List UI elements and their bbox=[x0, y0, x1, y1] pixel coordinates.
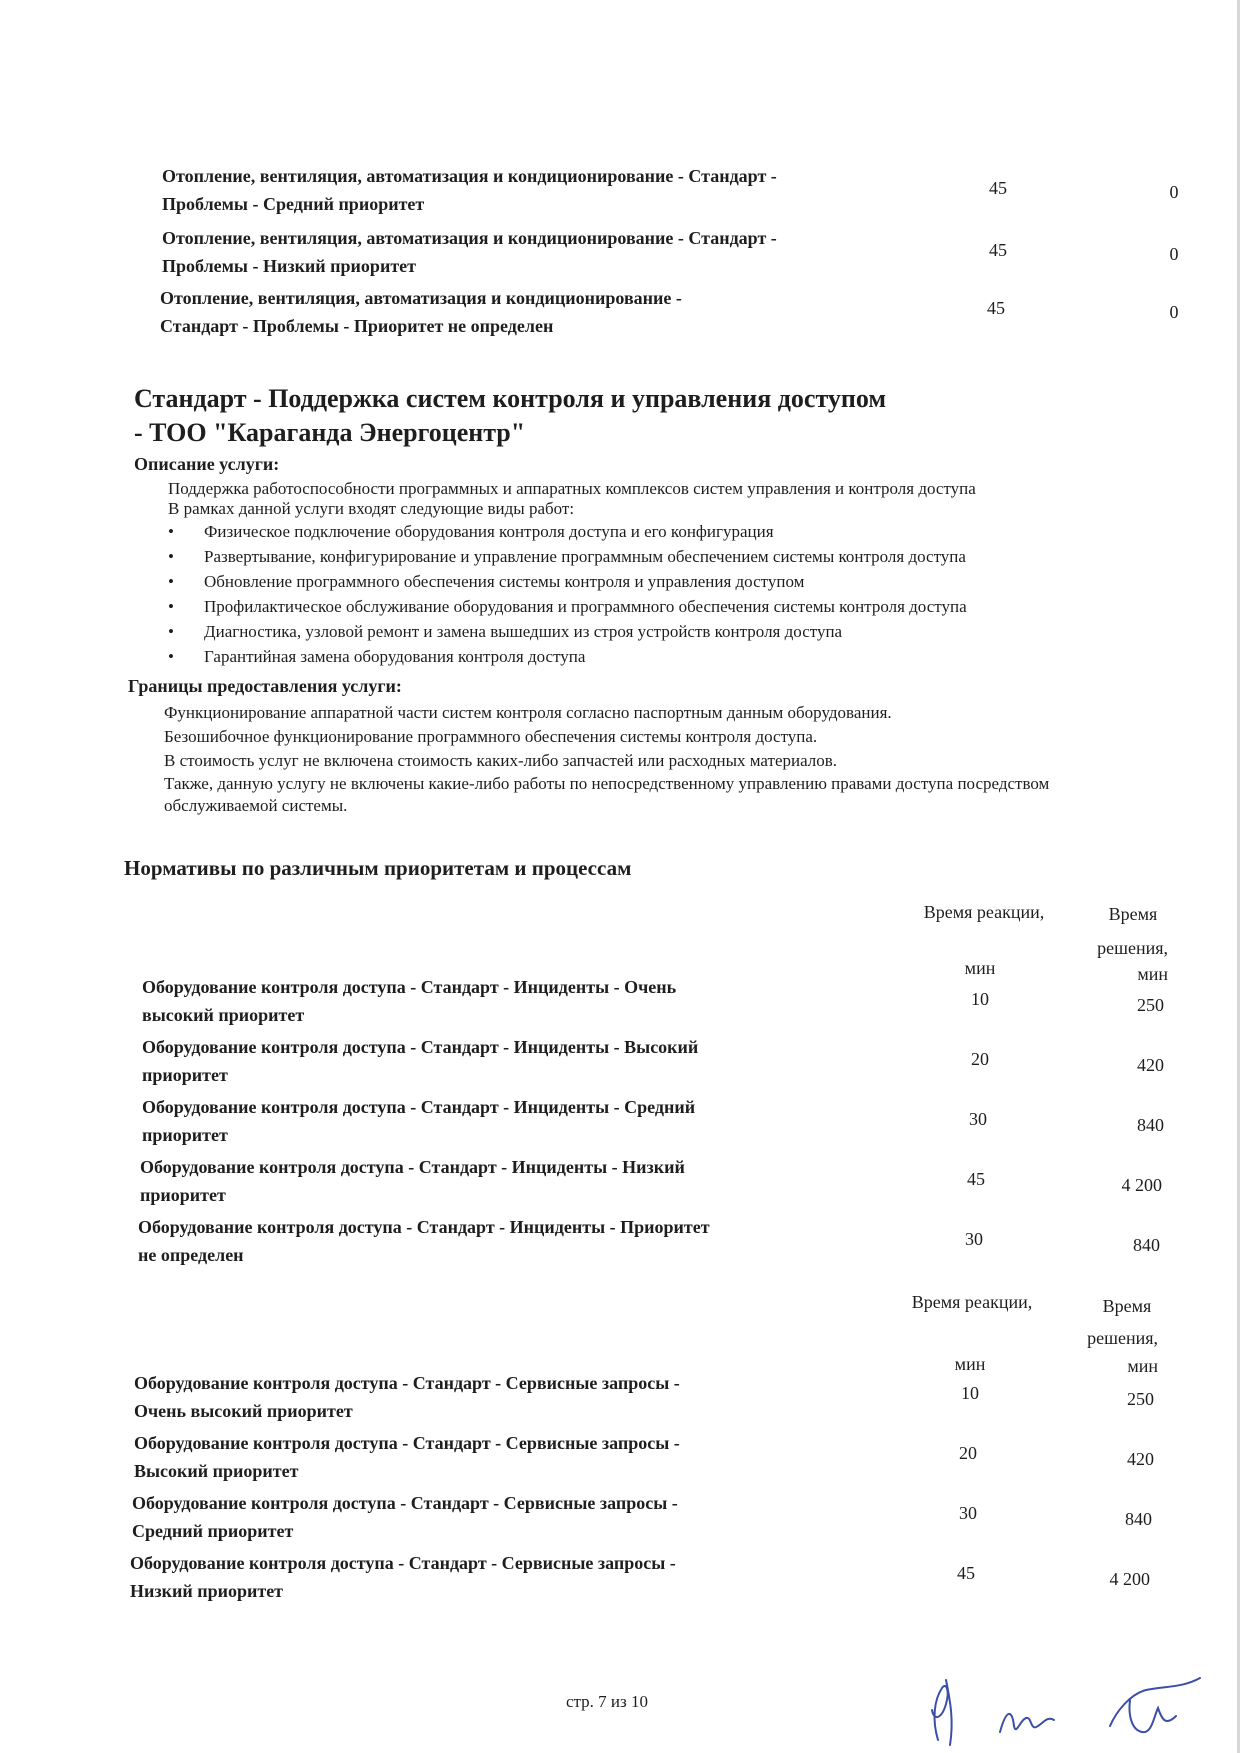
bounds-line: Также, данную услугу не включены какие-либо работы по непосредственному управлению правами доступа посредством обслуживаемой системы. bbox=[164, 774, 1050, 815]
top-row-label: Отопление, вентиляция, автоматизация и кондиционирование - Стандарт - Проблемы - Средний приоритет bbox=[162, 166, 777, 214]
works-list-item: • Диагностика, узловой ремонт и замена вышедших из строя устройств контроля доступа bbox=[168, 623, 1178, 641]
col-resolution-unit: мин bbox=[1137, 964, 1168, 984]
request-row-label: Оборудование контроля доступа - Стандарт - Сервисные запросы - Высокий приоритет bbox=[134, 1433, 680, 1481]
page-number: стр. 7 из 10 bbox=[566, 1692, 648, 1711]
bounds-line: В стоимость услуг не включена стоимость каких-либо запчастей или расходных материалов. bbox=[164, 751, 838, 770]
works-list-item: • Гарантийная замена оборудования контроля доступа bbox=[168, 648, 1178, 666]
bounds-line: Безошибочное функционирование программного обеспечения системы контроля доступа. bbox=[164, 727, 818, 746]
request-row-label: Оборудование контроля доступа - Стандарт - Сервисные запросы - Очень высокий приоритет bbox=[134, 1373, 680, 1421]
request-row-reaction: 20 bbox=[959, 1443, 977, 1463]
incident-row-resolution: 250 bbox=[1137, 995, 1164, 1015]
incident-row-reaction: 45 bbox=[967, 1169, 985, 1189]
col-reaction-header: Время реакции, bbox=[911, 1292, 1033, 1312]
incident-row-label: Оборудование контроля доступа - Стандарт - Инциденты - Приоритет не определен bbox=[138, 1217, 710, 1265]
request-row-reaction: 10 bbox=[961, 1383, 979, 1403]
description-text: Поддержка работоспособности программных и аппаратных комплексов систем управления и контроля доступа bbox=[168, 479, 976, 498]
works-list-item: • Развертывание, конфигурирование и управление программным обеспечением системы контроля доступа bbox=[168, 548, 1178, 566]
bounds-text bbox=[164, 701, 1164, 817]
works-intro: В рамках данной услуги входят следующие виды работ: bbox=[168, 499, 575, 518]
works-list bbox=[168, 523, 1178, 666]
top-row-resolution: 0 bbox=[1169, 182, 1179, 202]
request-row-reaction: 30 bbox=[959, 1503, 977, 1523]
bounds-line: Функционирование аппаратной части систем контроля согласно паспортным данным оборудования. bbox=[164, 703, 892, 722]
incident-row-label: Оборудование контроля доступа - Стандарт - Инциденты - Средний приоритет bbox=[142, 1097, 696, 1145]
col-resolution-unit: мин bbox=[1127, 1356, 1158, 1376]
incident-row-resolution: 840 bbox=[1137, 1115, 1164, 1135]
col-reaction-unit: мин bbox=[954, 1354, 986, 1374]
top-row-label: Отопление, вентиляция, автоматизация и кондиционирование - Стандарт - Проблемы - Приоритет не определен bbox=[160, 288, 682, 336]
works-list-item: • Физическое подключение оборудования контроля доступа и его конфигурация bbox=[168, 523, 1178, 541]
col-resolution-header-2: решения, bbox=[1087, 1328, 1158, 1348]
incident-row-reaction: 10 bbox=[971, 989, 989, 1009]
incident-row-reaction: 30 bbox=[969, 1109, 987, 1129]
incident-row-resolution: 4 200 bbox=[1121, 1175, 1162, 1195]
section-title: Стандарт - Поддержка систем контроля и управления доступом - ТОО "Караганда Энергоцентр" bbox=[134, 384, 887, 447]
request-row-label: Оборудование контроля доступа - Стандарт - Сервисные запросы - Низкий приоритет bbox=[130, 1553, 676, 1601]
works-list-item: • Обновление программного обеспечения системы контроля и управления доступом bbox=[168, 573, 1178, 591]
top-row-reaction: 45 bbox=[987, 298, 1005, 318]
bounds-heading: Границы предоставления услуги: bbox=[128, 676, 402, 696]
request-row-resolution: 250 bbox=[1127, 1389, 1154, 1409]
request-row-resolution: 840 bbox=[1125, 1509, 1152, 1529]
incident-row-resolution: 840 bbox=[1133, 1235, 1160, 1255]
top-row-resolution: 0 bbox=[1169, 244, 1179, 264]
works-list-item: • Профилактическое обслуживание оборудования и программного обеспечения системы контроля доступа bbox=[168, 598, 1178, 616]
signature-3 bbox=[1110, 1678, 1200, 1732]
request-row-resolution: 4 200 bbox=[1109, 1569, 1150, 1589]
incident-row-label: Оборудование контроля доступа - Стандарт - Инциденты - Высокий приоритет bbox=[142, 1037, 699, 1085]
request-row-label: Оборудование контроля доступа - Стандарт - Сервисные запросы - Средний приоритет bbox=[132, 1493, 678, 1541]
incident-row-label: Оборудование контроля доступа - Стандарт - Инциденты - Низкий приоритет bbox=[140, 1157, 685, 1205]
signature-2 bbox=[1000, 1714, 1054, 1732]
top-row-reaction: 45 bbox=[989, 178, 1007, 198]
incident-row-label: Оборудование контроля доступа - Стандарт - Инциденты - Очень высокий приоритет bbox=[142, 977, 677, 1025]
description-heading: Описание услуги: bbox=[134, 454, 280, 474]
col-resolution-header: Время bbox=[1102, 1296, 1152, 1316]
signature-1 bbox=[932, 1680, 952, 1745]
top-row-resolution: 0 bbox=[1169, 302, 1179, 322]
incident-row-reaction: 20 bbox=[971, 1049, 989, 1069]
col-reaction-header: Время реакции, bbox=[923, 902, 1045, 922]
top-row-label: Отопление, вентиляция, автоматизация и кондиционирование - Стандарт - Проблемы - Низкий приоритет bbox=[162, 228, 777, 276]
col-resolution-header-2: решения, bbox=[1097, 938, 1168, 958]
request-row-reaction: 45 bbox=[957, 1563, 975, 1583]
request-row-resolution: 420 bbox=[1127, 1449, 1154, 1469]
incident-row-reaction: 30 bbox=[965, 1229, 983, 1249]
signatures bbox=[920, 1660, 1240, 1753]
incident-row-resolution: 420 bbox=[1137, 1055, 1164, 1075]
col-resolution-header: Время bbox=[1108, 904, 1158, 924]
col-reaction-unit: мин bbox=[964, 958, 996, 978]
norms-heading: Нормативы по различным приоритетам и процессам bbox=[124, 856, 632, 880]
top-row-reaction: 45 bbox=[989, 240, 1007, 260]
